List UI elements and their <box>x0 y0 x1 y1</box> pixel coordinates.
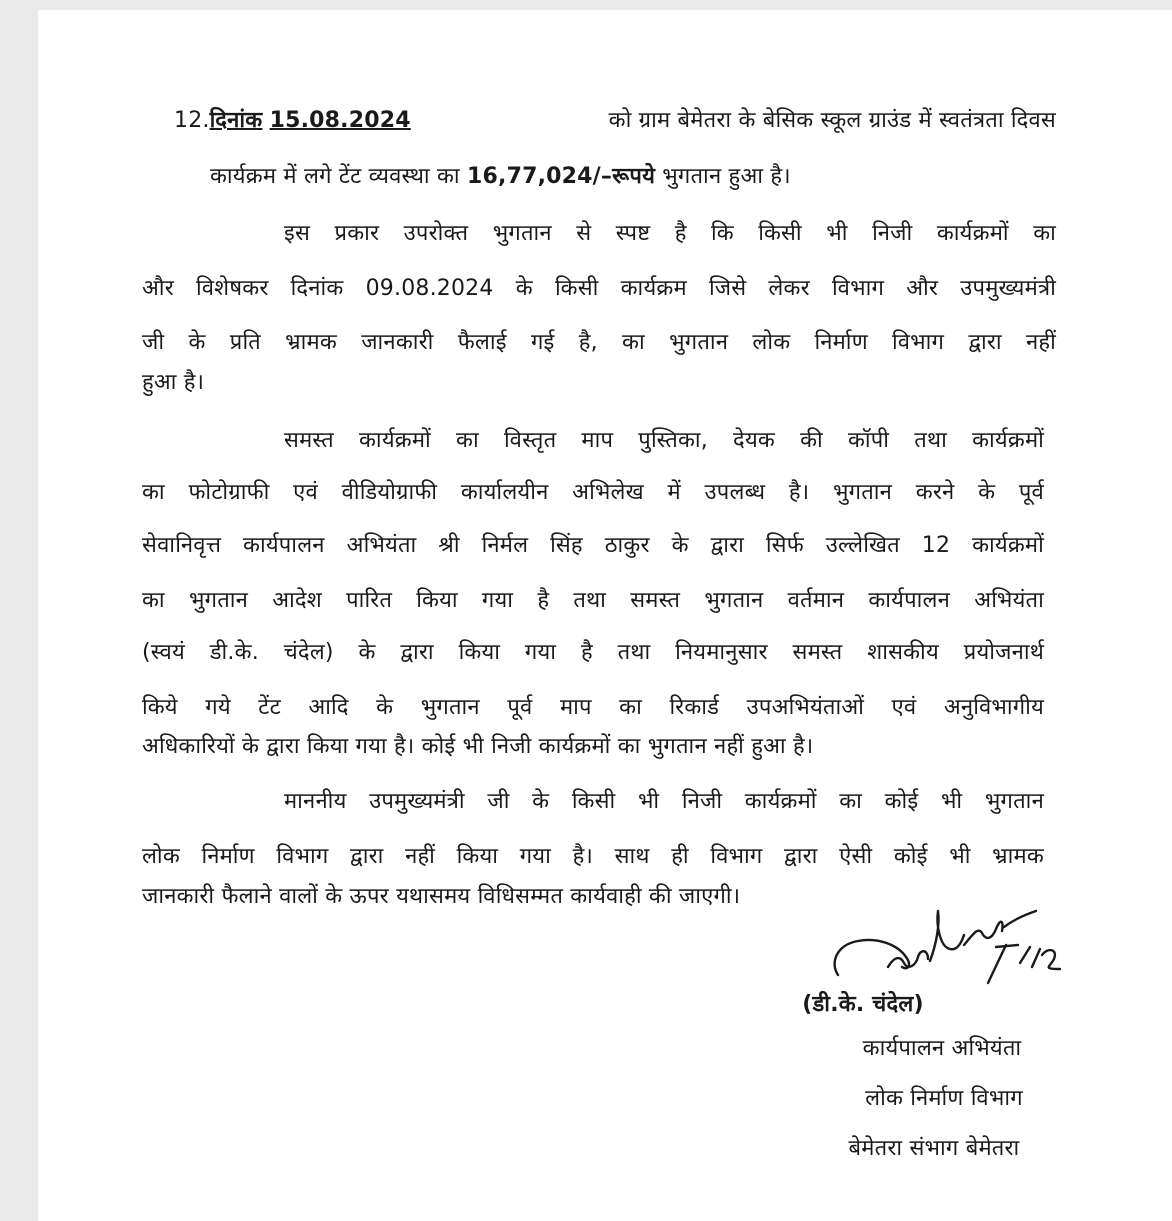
para3-line-4: का भुगतान आदेश पारित किया गया है तथा समस्त भुगतान वर्तमान कार्यपालन अभियंता <box>142 588 1044 613</box>
item-12-line-2-end: भुगतान हुआ है। <box>662 164 791 189</box>
para3-line-6: किये गये टेंट आदि के भुगतान पूर्व माप का रिकार्ड उपअभियंताओं एवं अनुविभागीय <box>142 695 1044 720</box>
item-number: 12. <box>174 108 210 133</box>
para3-line-5: (स्वयं डी.के. चंदेल) के द्वारा किया गया है तथा नियमानुसार समस्त शासकीय प्रयोजनार्थ <box>142 640 1044 665</box>
item-12-line-1 <box>174 106 1056 136</box>
item-12-line-1-rest: को ग्राम बेमेतरा के बेसिक स्कूल ग्राउंड में स्वतंत्रता दिवस <box>608 108 1056 133</box>
para4-line-3: जानकारी फैलाने वालों के ऊपर यथासमय विधिसम्मत कार्यवाही की जाएगी। <box>142 884 741 909</box>
item-12-line-2-start: कार्यक्रम में लगे टेंट व्यवस्था का <box>210 164 460 189</box>
signatory-department: लोक निर्माण विभाग <box>865 1086 1023 1111</box>
signatory-designation: कार्यपालन अभियंता <box>862 1036 1022 1061</box>
para2-line-4: हुआ है। <box>142 370 205 395</box>
para4-line-2: लोक निर्माण विभाग द्वारा नहीं किया गया है। साथ ही विभाग द्वारा ऐसी कोई भी भ्रामक <box>142 844 1044 869</box>
para3-line-1: समस्त कार्यक्रमों का विस्तृत माप पुस्तिका, देयक की कॉपी तथा कार्यक्रमों <box>284 428 1044 453</box>
para3-line-3: सेवानिवृत्त कार्यपालन अभियंता श्री निर्मल सिंह ठाकुर के द्वारा सिर्फ उल्लेखित 12 कार्यक्रमों <box>142 533 1044 558</box>
handwritten-signature <box>828 905 1068 995</box>
para2-line-2: और विशेषकर दिनांक 09.08.2024 के किसी कार्यक्रम जिसे लेकर विभाग और उपमुख्यमंत्री <box>142 276 1056 301</box>
signatory-name: (डी.के. चंदेल) <box>802 992 924 1017</box>
signatory-division: बेमेतरा संभाग बेमेतरा <box>848 1136 1020 1161</box>
document-page <box>38 10 1172 1221</box>
para3-line-7: अधिकारियों के द्वारा किया गया है। कोई भी निजी कार्यक्रमों का भुगतान नहीं हुआ है। <box>142 734 814 759</box>
para3-line-2: का फोटोग्राफी एवं वीडियोग्राफी कार्यालयीन अभिलेख में उपलब्ध है। भुगतान करने के पूर्व <box>142 480 1044 505</box>
item-12-amount: 16,77,024/–रूपये <box>467 164 656 189</box>
item-date-label: दिनांक <box>209 108 263 133</box>
para2-line-1: इस प्रकार उपरोक्त भुगतान से स्पष्ट है कि किसी भी निजी कार्यक्रमों का <box>284 221 1056 246</box>
item-12-line-2 <box>210 162 791 192</box>
item-date-value: 15.08.2024 <box>269 108 411 133</box>
signature-block <box>758 990 1078 1164</box>
para2-line-3: जी के प्रति भ्रामक जानकारी फैलाई गई है, का भुगतान लोक निर्माण विभाग द्वारा नहीं <box>142 330 1056 355</box>
para4-line-1: माननीय उपमुख्यमंत्री जी के किसी भी निजी कार्यक्रमों का कोई भी भुगतान <box>284 789 1044 814</box>
